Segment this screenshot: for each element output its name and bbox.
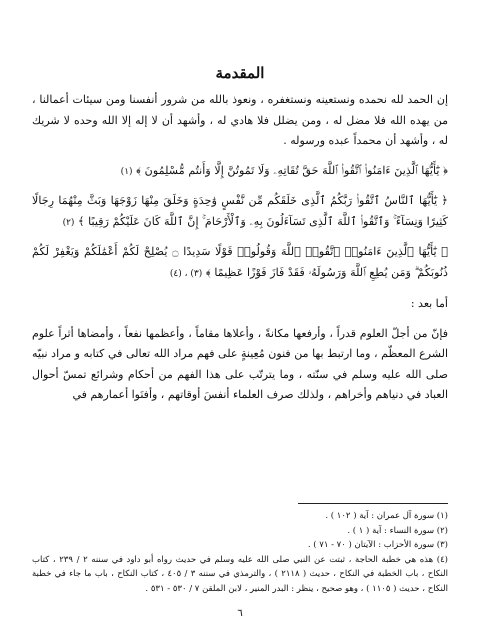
verse-1 <box>32 161 448 183</box>
footnote-4: (٤) هذه هي خطبة الحاجة ، ثبتت عن النبي صلى الله عليه وسلم في حديث رواه أبو داود في سننه ٢ / ٢٣٩ ، كتاب النكاح ، باب الخطبة في النكاح ، حديث ( ٢١١٨ ) ، والترمذي في سننه ٣ / ٤٠٥ ، كتاب النكاح ، باب ما جاء في خطبة النكاح ، حديث ( ١١٠٥ ) ، وهو صحيح ، ينظر : البدر المنير ، لابن الملقن ٧ / ٥٣٠ - ٥٣١ . <box>32 554 449 594</box>
verse-3 <box>32 242 448 284</box>
footnote-3: (٣) سورة الأحزاب : الآيتان ( ٧٠ - ٧١ ) . <box>307 540 448 550</box>
verse-text: ﴿ يَٰٓأَيُّهَا ٱلَّذِينَ ءَامَنُوا۟ ٱتَّقُوا۟ ٱللَّهَ وَقُولُوا۟ قَوْلًا سَدِيدًا ۝ يُصْلِحْ لَكُمْ أَعْمَٰلَكُمْ وَيَغْفِرْ لَكُمْ ذُنُوبَكُمْ ۗ وَمَن يُطِعِ ٱللَّهَ وَرَسُولَهُۥ فَقَدْ فَازَ فَوْزًا عَظِيمًا ﴾ <box>32 245 448 279</box>
page-title: المقدمة <box>215 64 265 82</box>
intro-paragraph: إن الحمد لله نحمده ونستعينه ونستغفره ، ونعوذ بالله من شرور أنفسنا ومن سيئات أعمالنا ، من يهده الله فلا مضل له ، ومن يضلل فلا هادي له ، وأشهد أن لا إله إلا الله وحده لا شريك له ، وأشهد أن محمداً عبده ورسوله . <box>32 93 448 147</box>
footnote-divider <box>298 503 448 504</box>
footnote-2: (٢) سورة النساء : آية ( ١ ) . <box>347 525 448 536</box>
body-text <box>32 90 448 406</box>
main-paragraph: فإنّ من أجلّ العلوم قدراً ، وأرفعها مكانةً ، وأعلاها مقاماً ، وأعظمها نفعاً ، وأمضاها أثراً علوم الشرع المعظّم ، وما ارتبط بها من فنون مُعِينةٍ على فهم مراد الله تعالى في كتابه و مراد نبيّه صلى الله عليه وسلم في سنّته ، وما يترتّب على هذا الفهم من أحكام وشرائع تمسّ أحوال العباد في دنياهم وأخراهم ، ولذلك صرف العلماء أنفسَ أوقاتهم ، وأفنَوا أعمارهم في <box>32 326 448 401</box>
amma-baad-heading: أما بعد : <box>410 297 448 310</box>
footnote-ref: (٣) ، (٤) <box>169 268 203 279</box>
verse-text: ﴿ يَٰٓأَيُّهَا ٱلنَّاسُ ٱتَّقُوا۟ رَبَّكُمُ ٱلَّذِى خَلَقَكُم مِّن نَّفْسٍ وَٰحِدَةٍ وَخَلَقَ مِنْهَا زَوْجَهَا وَبَثَّ مِنْهُمَا رِجَالًا كَثِيرًا وَنِسَآءً ۚ وَٱتَّقُوا۟ ٱللَّهَ ٱلَّذِى تَسَآءَلُونَ بِهِۦ وَٱلْأَرْحَامَ ۚ إِنَّ ٱللَّهَ كَانَ عَلَيْكُمْ رَقِيبًا ﴾ <box>32 194 448 228</box>
footnote-ref: (٢) <box>62 217 75 228</box>
verse-text: ﴿ يَٰٓأَيُّهَا ٱلَّذِينَ ءَامَنُوا۟ ٱتَّقُوا۟ ٱللَّهَ حَقَّ تُقَاتِهِۦ وَلَا تَمُوتُنَّ إِلَّا وَأَنتُم مُّسْلِمُونَ ﴾ <box>136 163 448 177</box>
footnotes <box>32 509 448 596</box>
footnote-1: (١) سورة آل عمران : آية ( ١٠٢ ) . <box>325 511 448 521</box>
page-number: ٦ <box>237 608 243 619</box>
verse-2 <box>32 191 448 233</box>
footnote-ref: (١) <box>120 166 133 177</box>
